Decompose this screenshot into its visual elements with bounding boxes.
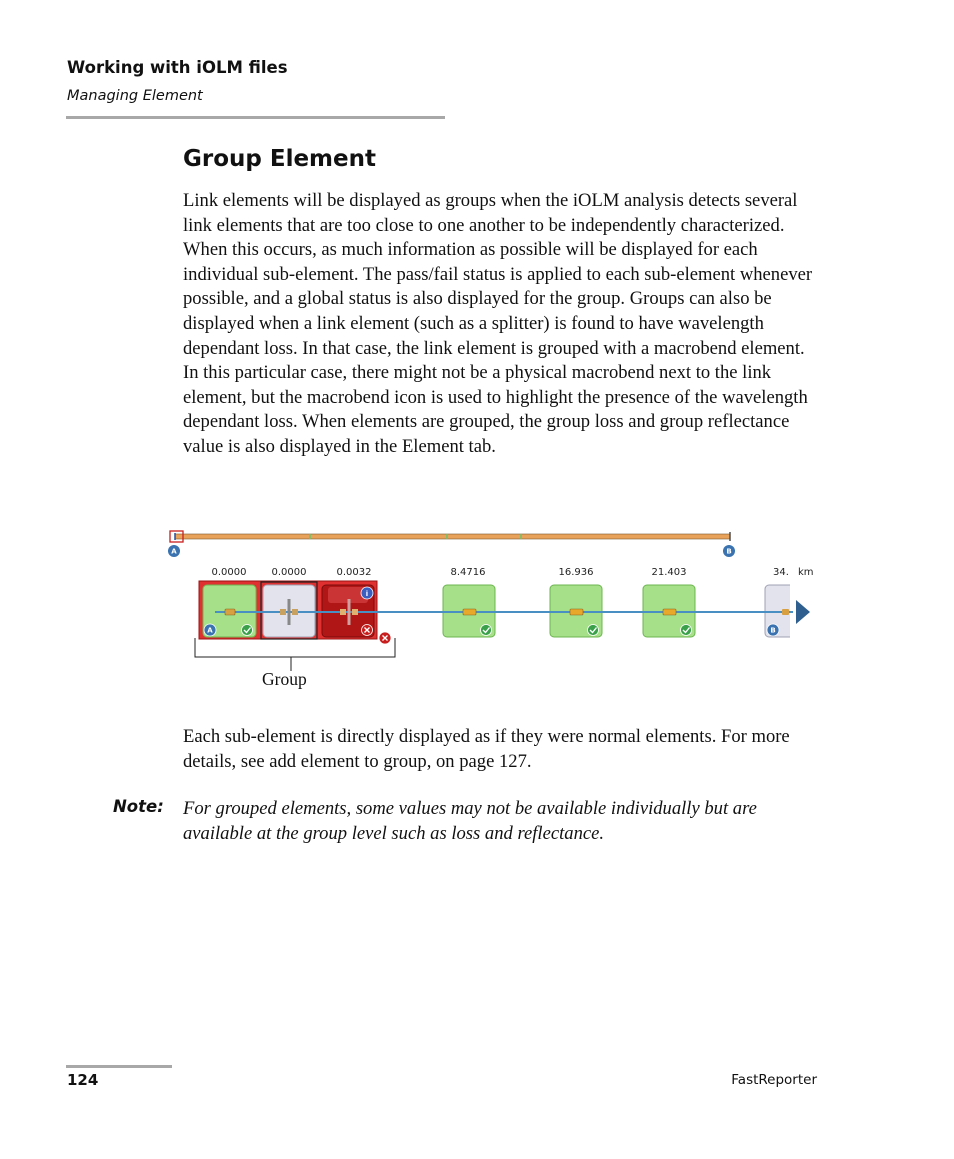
page-number: 124 (67, 1071, 99, 1089)
connector-icon (225, 609, 235, 615)
pass-check-icon (481, 625, 492, 636)
chapter-title: Working with iOLM files (67, 58, 288, 77)
distance-label: 0.0032 (336, 567, 372, 578)
connector-icon (782, 609, 789, 615)
svg-text:B: B (726, 547, 732, 556)
arrow-right-icon (796, 600, 810, 624)
link-overview-bar (170, 531, 730, 542)
distance-label: 0.0000 (211, 567, 247, 578)
distance-label: 8.4716 (450, 567, 486, 578)
distance-label: 34. (773, 567, 789, 578)
unit-label: km (798, 567, 814, 578)
distance-label: 21.403 (651, 567, 687, 578)
group-fail-x-icon (379, 632, 391, 644)
marker-a-icon (168, 545, 180, 557)
marker-a-icon (204, 624, 216, 636)
pass-check-icon (242, 625, 253, 636)
pass-check-icon (588, 625, 599, 636)
body-paragraph-2: Each sub-element is directly displayed as if they were normal elements. For more details, see add element to group, on page 127. (183, 726, 790, 772)
header-rule (66, 116, 445, 119)
svg-text:B: B (770, 626, 776, 635)
svg-text:A: A (207, 626, 213, 635)
section-subtitle: Managing Element (67, 88, 203, 104)
distance-label: 0.0000 (271, 567, 307, 578)
fail-x-icon (362, 625, 373, 636)
connector-icon (570, 609, 583, 615)
group-bracket (195, 638, 395, 671)
product-name: FastReporter (731, 1072, 817, 1088)
connector-icon (463, 609, 476, 615)
body-paragraph-1: Link elements will be displayed as groups when the iOLM analysis detects several link elements that are too close to one another to be independently characterized. When this occurs, as much information as possible will be displayed for each individual sub-element. The pass/fail status is applied to each sub-element whenever possible, and a global status is also displayed for the group. Groups can also be displayed when a link element (such as a splitter) is found to have wavelength dependant loss. In that case, the link element is grouped with a macrobend element. In this particular case, there might not be a physical macrobend next to the link element, but the macrobend icon is used to highlight the presence of the wavelength dependant loss. When elements are grouped, the group loss and group reflectance value is also displayed in the Element tab. (183, 190, 813, 457)
group-callout-label: Group (262, 669, 307, 689)
info-icon (361, 587, 373, 599)
note-text: For grouped elements, some values may not be available individually but are available at the group level such as loss and reflectance. (183, 798, 757, 844)
connector-icon (663, 609, 676, 615)
note-label: Note: (113, 797, 164, 816)
svg-text:i: i (365, 590, 369, 598)
pass-check-icon (681, 625, 692, 636)
marker-b-icon (767, 624, 779, 636)
page-heading: Group Element (183, 146, 376, 172)
marker-b-icon (723, 545, 735, 557)
distance-label: 16.936 (558, 567, 594, 578)
svg-text:A: A (171, 547, 177, 556)
footer-rule (66, 1065, 172, 1068)
